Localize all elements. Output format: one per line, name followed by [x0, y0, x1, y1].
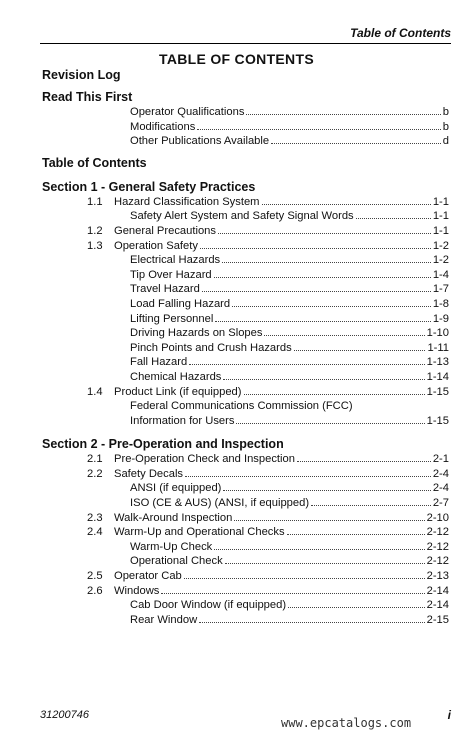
- toc-entry-label: Hazard Classification System: [114, 195, 260, 208]
- toc-entry-page: 1-15: [426, 385, 449, 398]
- toc-entry-page: b: [442, 120, 449, 133]
- toc-entry[interactable]: [42, 496, 449, 511]
- toc-entry-page: 1-2: [432, 254, 449, 267]
- toc-entry-label: Cab Door Window (if equipped): [130, 599, 287, 612]
- toc-entry-page: 2-14: [426, 599, 449, 612]
- toc-entry[interactable]: [42, 414, 449, 429]
- toc-dot-leader: [199, 622, 424, 623]
- toc-dot-leader: [222, 262, 431, 263]
- toc-entry-label: Tip Over Hazard: [130, 268, 212, 281]
- toc-dot-leader: [215, 321, 430, 322]
- toc-entry[interactable]: [42, 569, 449, 584]
- toc-entry-label: Warm-Up Check: [130, 540, 213, 553]
- toc-entry-label: Operational Check: [130, 555, 223, 568]
- toc-entry-page: 2-12: [426, 526, 449, 539]
- toc-entry[interactable]: [42, 452, 449, 467]
- toc-entry-page: 2-4: [432, 482, 449, 495]
- toc-entry-label: Chemical Hazards: [130, 370, 222, 383]
- toc-entry-page: 1-11: [427, 341, 449, 354]
- toc-entry-label: Walk-Around Inspection: [114, 511, 233, 524]
- toc-dot-leader: [236, 423, 424, 424]
- toc-entry-number: 1.2: [87, 224, 103, 237]
- toc-dot-leader: [294, 350, 426, 351]
- toc-entry-page: 1-9: [432, 312, 449, 325]
- toc-entry[interactable]: [42, 326, 449, 341]
- toc-entry-label: General Precautions: [114, 224, 216, 237]
- toc-dot-leader: [223, 490, 430, 491]
- toc-entry[interactable]: [42, 120, 449, 135]
- toc-entry-label: Safety Alert System and Safety Signal Words: [130, 210, 354, 223]
- toc-entry[interactable]: [42, 134, 449, 149]
- toc-entry-label: Operation Safety: [114, 239, 198, 252]
- toc-entry[interactable]: [42, 209, 449, 224]
- toc-entry-page: d: [442, 135, 449, 148]
- toc-entry-page: 1-1: [432, 210, 449, 223]
- toc-entry[interactable]: [42, 540, 449, 555]
- toc-entry[interactable]: [42, 195, 449, 210]
- toc-entry-label: Travel Hazard: [130, 283, 200, 296]
- toc-entry-number: 1.3: [87, 239, 103, 252]
- toc-entry[interactable]: [42, 584, 449, 599]
- toc-entry-label: Modifications: [130, 120, 196, 133]
- toc-dot-leader: [185, 476, 431, 477]
- toc-dot-leader: [356, 218, 431, 219]
- toc-entry-label: Driving Hazards on Slopes: [130, 327, 263, 340]
- toc-entry[interactable]: [42, 253, 449, 268]
- toc-dot-leader: [311, 505, 431, 506]
- toc-dot-leader: [161, 593, 424, 594]
- toc-entry-label: Operator Qualifications: [130, 106, 245, 118]
- toc-entry[interactable]: [42, 282, 449, 297]
- toc-entry-page: 1-14: [426, 370, 449, 383]
- page-title: TABLE OF CONTENTS: [159, 51, 314, 67]
- toc-dot-leader: [287, 534, 425, 535]
- toc-entry-label: Other Publications Available: [130, 135, 270, 148]
- toc-dot-leader: [232, 306, 431, 307]
- toc-dot-leader: [218, 233, 431, 234]
- toc-entry[interactable]: [42, 297, 449, 312]
- toc-entry-label: Safety Decals: [114, 467, 184, 480]
- toc-section-heading[interactable]: Section 1 - General Safety Practices: [42, 179, 256, 194]
- toc-dot-leader: [264, 335, 424, 336]
- header-rule: [40, 43, 451, 44]
- toc-entry[interactable]: [42, 554, 449, 569]
- toc-entry[interactable]: [42, 613, 449, 628]
- toc-section-heading[interactable]: Read This First: [42, 90, 133, 104]
- toc-entry[interactable]: [42, 239, 449, 254]
- toc-entry-number: 2.5: [87, 570, 103, 583]
- toc-dot-leader: [234, 520, 424, 521]
- toc-entry-page: b: [442, 106, 449, 118]
- toc-dot-leader: [184, 578, 425, 579]
- toc-dot-leader: [246, 114, 440, 115]
- watermark: www.epcatalogs.com: [281, 716, 412, 730]
- toc-entry-label: Rear Window: [130, 613, 198, 626]
- toc-entry[interactable]: [42, 224, 449, 239]
- toc-entry-page: 2-15: [426, 613, 449, 626]
- toc-dot-leader: [202, 291, 431, 292]
- toc-entry-page: 1-13: [426, 356, 449, 369]
- toc-entry-page: 2-12: [426, 540, 449, 553]
- toc-dot-leader: [197, 129, 440, 130]
- toc-entry-number: 2.3: [87, 511, 103, 524]
- toc-dot-leader: [288, 607, 425, 608]
- toc-dot-leader: [262, 204, 431, 205]
- toc-dot-leader: [223, 379, 424, 380]
- toc-entry-page: 2-13: [426, 570, 449, 583]
- toc-entry-label: Fall Hazard: [130, 356, 188, 369]
- toc-entry[interactable]: [42, 268, 449, 283]
- toc-content: [42, 68, 449, 627]
- toc-entry-label: Pinch Points and Crush Hazards: [130, 341, 292, 354]
- footer-doc-number: 31200746: [40, 709, 89, 721]
- toc-entry[interactable]: [42, 598, 449, 613]
- footer-page-number: i: [447, 708, 451, 722]
- toc-dot-leader: [225, 563, 425, 564]
- header-title: Table of Contents: [350, 26, 451, 40]
- toc-entry-page: 1-7: [432, 283, 449, 296]
- toc-entry[interactable]: [42, 355, 449, 370]
- toc-entry[interactable]: [42, 399, 449, 414]
- toc-entry[interactable]: [42, 525, 449, 540]
- toc-entry-page: 2-12: [426, 555, 449, 568]
- toc-entry[interactable]: [42, 481, 449, 496]
- toc-entry-label: Warm-Up and Operational Checks: [114, 526, 285, 539]
- toc-entry[interactable]: [42, 370, 449, 385]
- toc-dot-leader: [244, 394, 425, 395]
- toc-entry-label: ANSI (if equipped): [130, 482, 222, 495]
- toc-dot-leader: [214, 549, 424, 550]
- toc-entry[interactable]: [42, 312, 449, 327]
- toc-entry-label: Product Link (if equipped): [114, 385, 242, 398]
- toc-entry-number: 1.4: [87, 385, 103, 398]
- toc-entry-label: Pre-Operation Check and Inspection: [114, 453, 295, 466]
- toc-entry[interactable]: [42, 511, 449, 526]
- toc-entry-page: 2-1: [432, 453, 449, 466]
- toc-entry-number: 2.6: [87, 584, 103, 597]
- toc-entry-label: Operator Cab: [114, 570, 182, 583]
- toc-dot-leader: [297, 461, 431, 462]
- toc-entry-number: 2.2: [87, 467, 103, 480]
- toc-entry[interactable]: [42, 467, 449, 482]
- toc-entry-label: Windows: [114, 584, 160, 597]
- toc-entry-label: Electrical Hazards: [130, 254, 221, 267]
- toc-entry-page: 1-10: [426, 327, 449, 340]
- toc-entry-page: 1-4: [432, 268, 449, 281]
- toc-entry-number: 1.1: [87, 195, 103, 208]
- toc-entry-label: Information for Users: [130, 414, 235, 427]
- toc-dot-leader: [200, 248, 431, 249]
- toc-entry-label: Federal Communications Commission (FCC): [130, 400, 353, 413]
- toc-entry-page: 2-4: [432, 467, 449, 480]
- toc-section-heading[interactable]: Revision Log: [42, 68, 121, 82]
- toc-entry-page: 1-15: [426, 414, 449, 427]
- toc-entry-number: 2.4: [87, 526, 103, 539]
- toc-entry-page: 2-10: [426, 511, 449, 524]
- toc-entry-page: 2-7: [432, 497, 449, 510]
- toc-entry-page: 1-2: [432, 239, 449, 252]
- toc-entry-number: 2.1: [87, 453, 103, 466]
- toc-entry-label: Lifting Personnel: [130, 312, 214, 325]
- toc-entry-label: Load Falling Hazard: [130, 297, 231, 310]
- toc-dot-leader: [271, 143, 441, 144]
- toc-entry-page: 1-1: [432, 224, 449, 237]
- toc-entry[interactable]: [42, 105, 449, 120]
- toc-entry-page: 1-1: [432, 195, 449, 208]
- toc-entry-page: 2-14: [426, 584, 449, 597]
- toc-entry-label: ISO (CE & AUS) (ANSI, if equipped): [130, 497, 310, 510]
- toc-entry[interactable]: [42, 341, 449, 356]
- toc-dot-leader: [214, 277, 431, 278]
- toc-section-heading[interactable]: Table of Contents: [42, 155, 147, 170]
- toc-entry-page: 1-8: [432, 297, 449, 310]
- toc-section-heading[interactable]: Section 2 - Pre-Operation and Inspection: [42, 437, 284, 452]
- toc-entry[interactable]: [42, 385, 449, 400]
- toc-dot-leader: [189, 364, 424, 365]
